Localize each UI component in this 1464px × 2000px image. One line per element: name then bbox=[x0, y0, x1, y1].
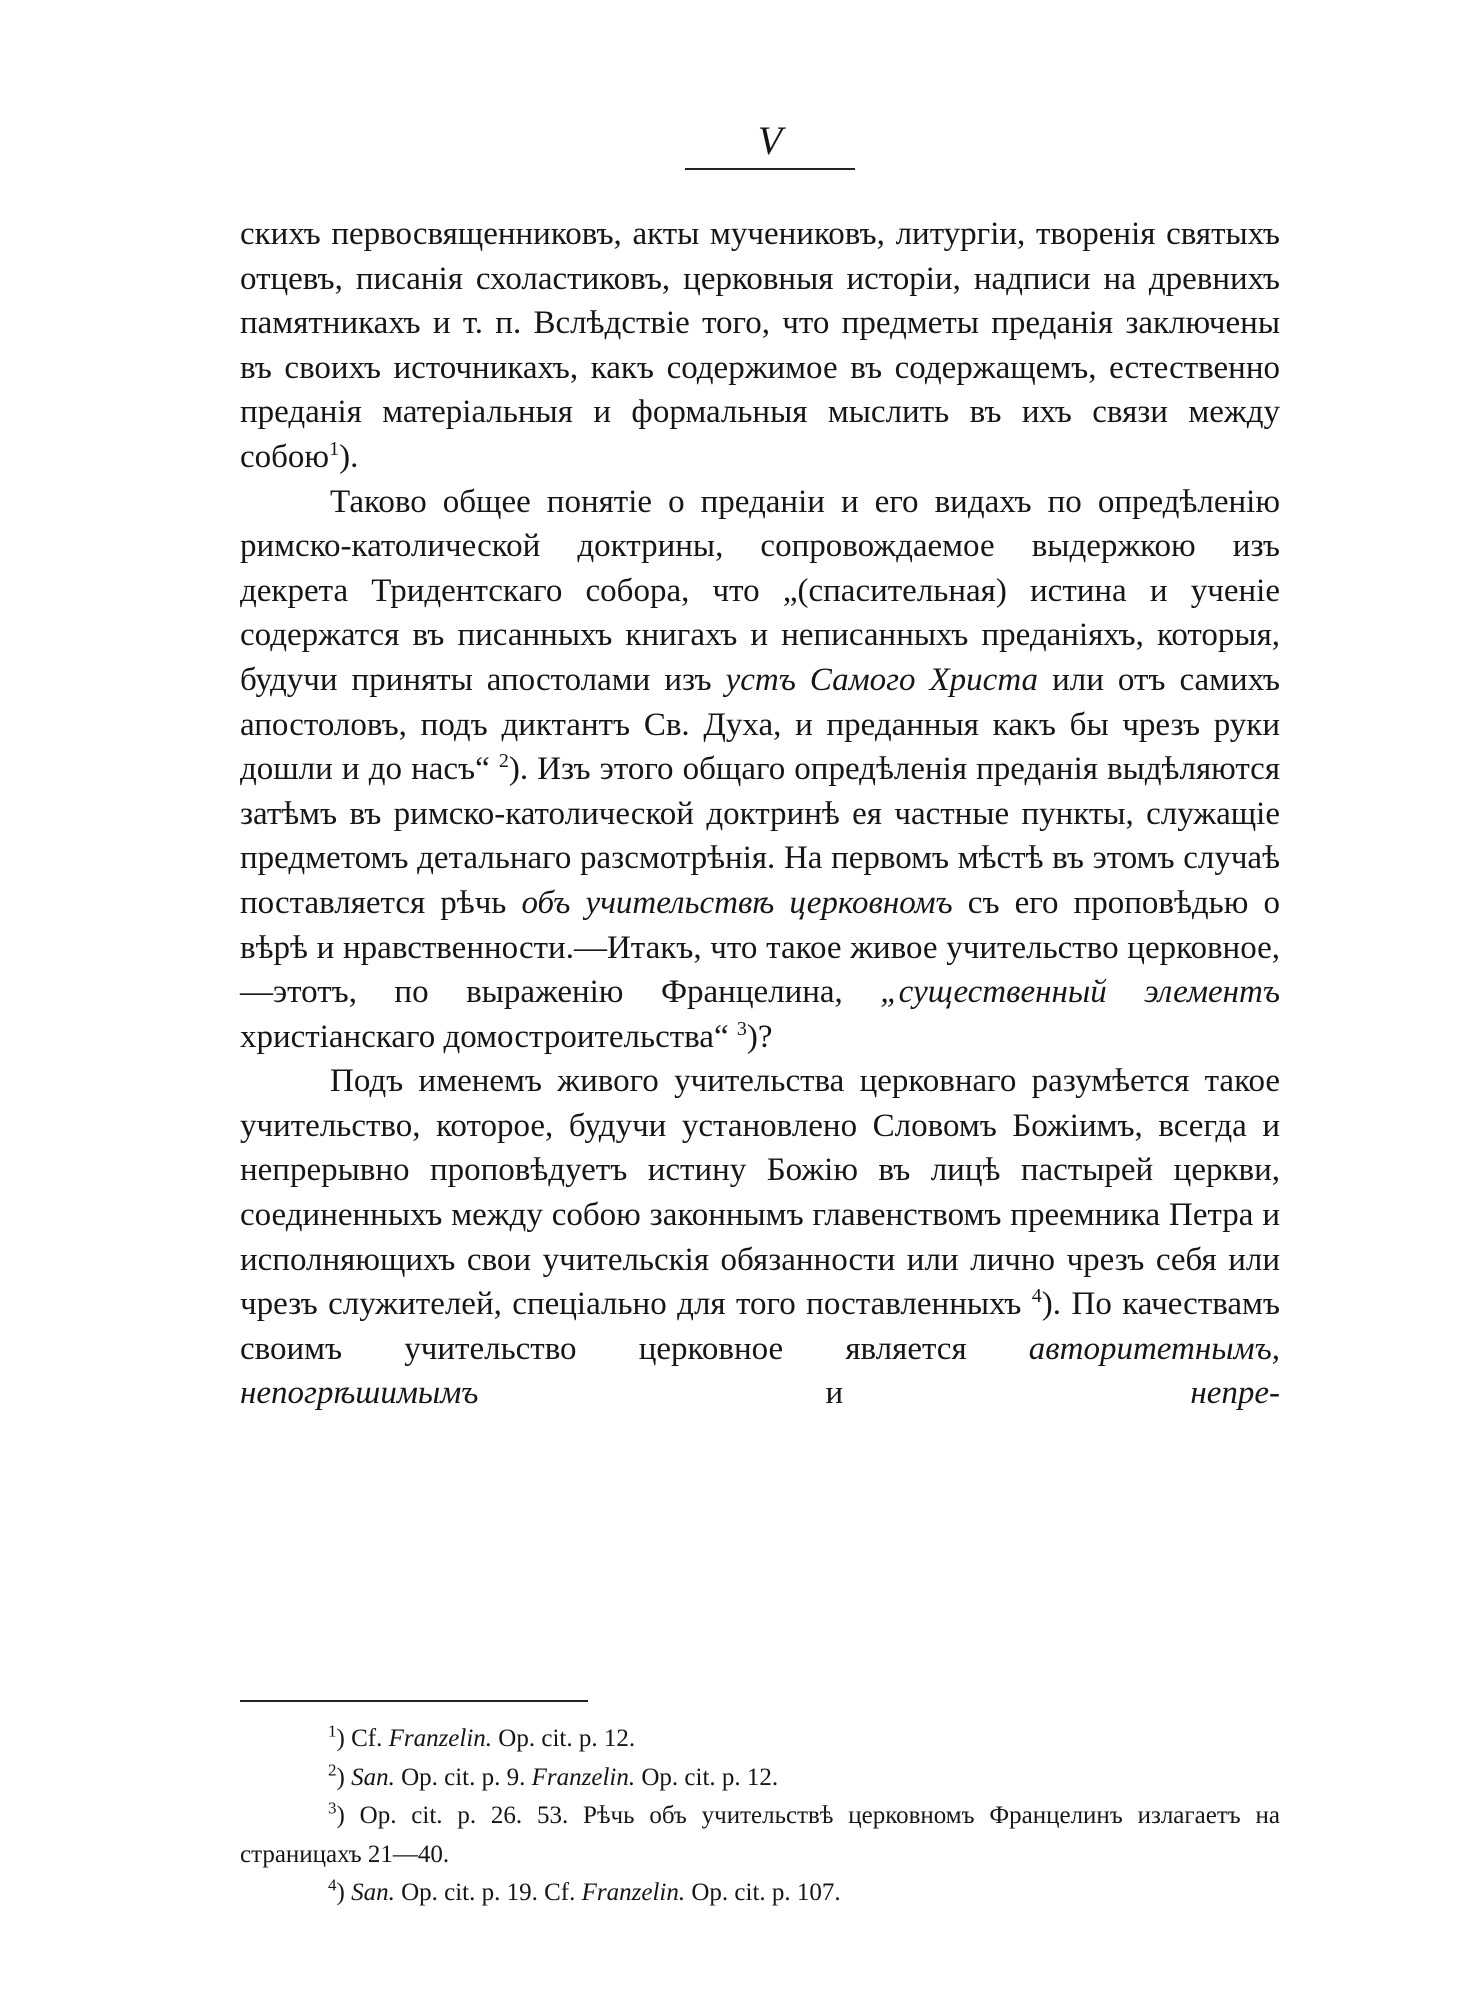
paragraph-3-italic-a: авторитетнымъ, непогрѣшимымъ bbox=[240, 1330, 1280, 1412]
footnote-2-author-a: San. bbox=[351, 1763, 395, 1791]
footnote-ref-2: 2 bbox=[498, 750, 509, 773]
footnote-4-text-a: ) bbox=[336, 1879, 352, 1906]
paragraph-1 bbox=[240, 212, 1280, 480]
paragraph-2-italic-b: объ учительствѣ церковномъ bbox=[521, 884, 953, 921]
paragraph-3-text-a: Подъ именемъ живого учительства церковнаго разумѣется такое учительство, которое, будучи установлено Словомъ Божіимъ, всегда и непрерывно проповѣдуетъ истину Божію въ лицѣ пастырей церкви, соединенныхъ между собою законнымъ главенствомъ преемника Петра и исполняющихъ свои учительскія обязанности или лично чрезъ себя или чрезъ служителей, спеціально для того поставленныхъ bbox=[240, 1063, 1280, 1323]
footnote-ref-3: 3 bbox=[736, 1017, 747, 1040]
paragraph-2-text-a: Таково общее понятіе о преданіи и его видахъ по опредѣленію римско-католической доктрины, сопровождаемое выдержкою изъ декрета Тридентскаго собора, что „(спасительная) истина и ученіе содержатся въ писанныхъ книгахъ и неписанныхъ преданіяхъ, которыя, будучи приняты апостолами изъ bbox=[240, 483, 1280, 698]
footnote-1 bbox=[240, 1720, 1280, 1759]
footnote-2-text-a: ) bbox=[336, 1763, 352, 1791]
footnote-2-author-b: Franzelin. bbox=[531, 1763, 636, 1791]
footnote-ref-1: 1 bbox=[329, 437, 340, 460]
footnote-4-text-b: Op. cit. p. 19. Cf. bbox=[394, 1879, 582, 1906]
footnote-4-author-b: Franzelin. bbox=[581, 1879, 686, 1906]
footnote-1-text-b: Op. cit. p. 12. bbox=[492, 1725, 636, 1752]
paragraph-2-italic-c: „существенный элементъ bbox=[880, 974, 1280, 1011]
footnote-1-text-a: ) Cf. bbox=[336, 1725, 389, 1752]
paragraph-2-text-b: или отъ самихъ апостоловъ, подъ диктантъ Св. Духа, и преданныя какъ бы чрезъ руки дошли и до насъ“ bbox=[240, 661, 1280, 788]
footnote-ref-4: 4 bbox=[1031, 1285, 1042, 1308]
paragraph-3-text-b: ). По качествамъ своимъ учительство церковное является bbox=[240, 1286, 1280, 1367]
paragraph-3-italic-b: непре- bbox=[1190, 1375, 1280, 1412]
main-text bbox=[240, 212, 1280, 1416]
paragraph-2-text-c: ). Изъ этого общаго опредѣленія преданія выдѣляются затѣмъ въ римско-католической доктринѣ ея частные пункты, служащіе предметомъ детальнаго разсмотрѣнія. На первомъ мѣстѣ въ этомъ случаѣ поставляется рѣчь bbox=[240, 751, 1280, 921]
paragraph-2-text-e: христіанскаго домостроительства“ bbox=[240, 1018, 737, 1055]
footnote-1-number: 1 bbox=[328, 1721, 337, 1741]
footnote-3 bbox=[240, 1797, 1280, 1874]
footnotes bbox=[240, 1720, 1280, 1913]
footnote-1-author: Franzelin. bbox=[388, 1725, 493, 1752]
footnote-4-author-a: San. bbox=[351, 1879, 395, 1906]
footnote-4-text-c: Op. cit. p. 107. bbox=[685, 1879, 841, 1906]
paragraph-2-italic-a: устъ Самого Христа bbox=[725, 661, 1039, 698]
paragraph-2-text-d: съ его проповѣдью о вѣрѣ и нравственности.—Итакъ, что такое живое учительство церковное,—этотъ, по выраженію Францелина, bbox=[240, 884, 1280, 1011]
footnote-2-number: 2 bbox=[328, 1760, 337, 1780]
footnote-3-text: ) Op. cit. p. 26. 53. Рѣчь объ учительствѣ церковномъ Францелинъ излагаетъ на страницахъ 21—40. bbox=[240, 1802, 1280, 1868]
paragraph-3-text-c: и bbox=[478, 1375, 1191, 1412]
page-number: V bbox=[685, 118, 855, 170]
footnote-divider bbox=[240, 1700, 588, 1702]
footnote-2-text-c: Op. cit. p. 12. bbox=[635, 1763, 779, 1791]
paragraph-3 bbox=[240, 1059, 1280, 1416]
paragraph-1-text: скихъ первосвященниковъ, акты мучениковъ, литургіи, творенія святыхъ отцевъ, писанія схоластиковъ, церковныя исторіи, надписи на древнихъ памятникахъ и т. п. Вслѣдствіе того, что предметы преданія заключены въ своихъ источникахъ, какъ содержимое въ содержащемъ, естественно преданія матеріальныя и формальныя мыслить въ ихъ связи между собою bbox=[240, 216, 1280, 475]
footnote-4-number: 4 bbox=[328, 1875, 337, 1895]
footnote-3-number: 3 bbox=[328, 1798, 337, 1818]
footnote-4 bbox=[240, 1874, 1280, 1913]
footnote-2 bbox=[240, 1759, 1280, 1798]
paragraph-2-text-f: )? bbox=[746, 1018, 773, 1055]
paragraph-2 bbox=[240, 480, 1280, 1060]
paragraph-1-tail: ). bbox=[339, 438, 359, 475]
footnote-2-text-b: Op. cit. p. 9. bbox=[394, 1763, 532, 1791]
